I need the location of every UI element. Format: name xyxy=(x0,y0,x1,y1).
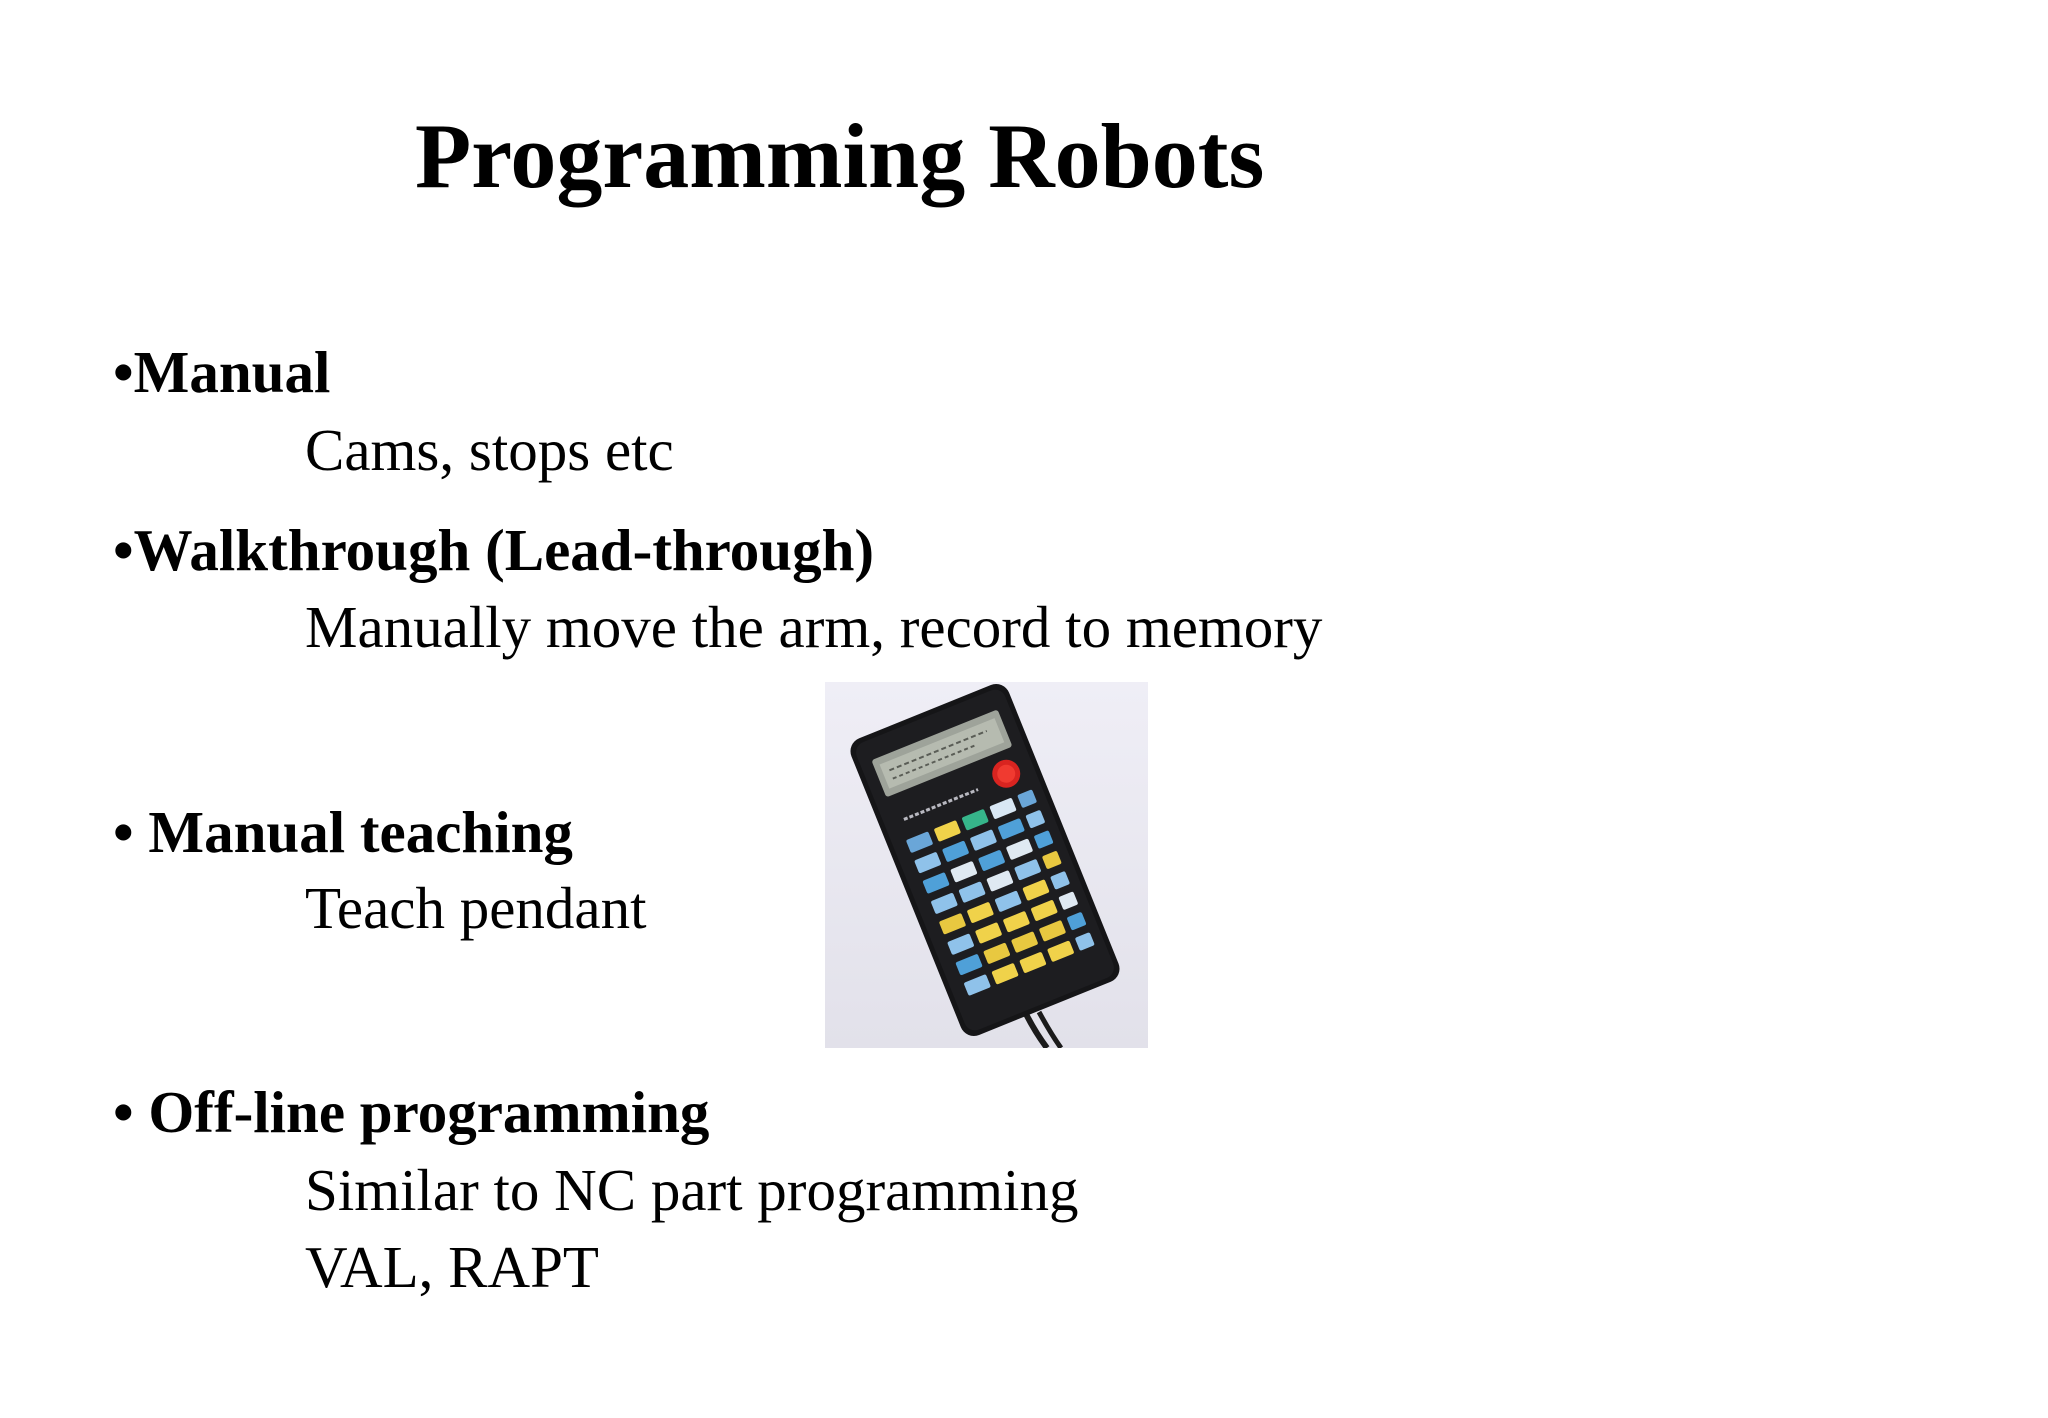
teach-pendant-icon xyxy=(825,682,1148,1048)
teach-pendant-photo xyxy=(825,682,1148,1048)
bullet-heading-walkthrough: •Walkthrough (Lead-through) xyxy=(113,517,875,583)
bullet-detail-manual: Cams, stops etc xyxy=(305,417,674,483)
bullet-heading-offline-programming: • Off-line programming xyxy=(113,1079,710,1145)
bullet-heading-manual-teaching: • Manual teaching xyxy=(113,799,573,865)
bullet-heading-manual: •Manual xyxy=(113,339,331,405)
bullet-detail-walkthrough: Manually move the arm, record to memory xyxy=(305,594,1323,660)
bullet-detail-offline-programming-2: VAL, RAPT xyxy=(305,1234,599,1300)
bullet-detail-manual-teaching: Teach pendant xyxy=(305,875,647,941)
slide-title: Programming Robots xyxy=(415,105,1265,207)
bullet-detail-offline-programming-1: Similar to NC part programming xyxy=(305,1157,1079,1223)
